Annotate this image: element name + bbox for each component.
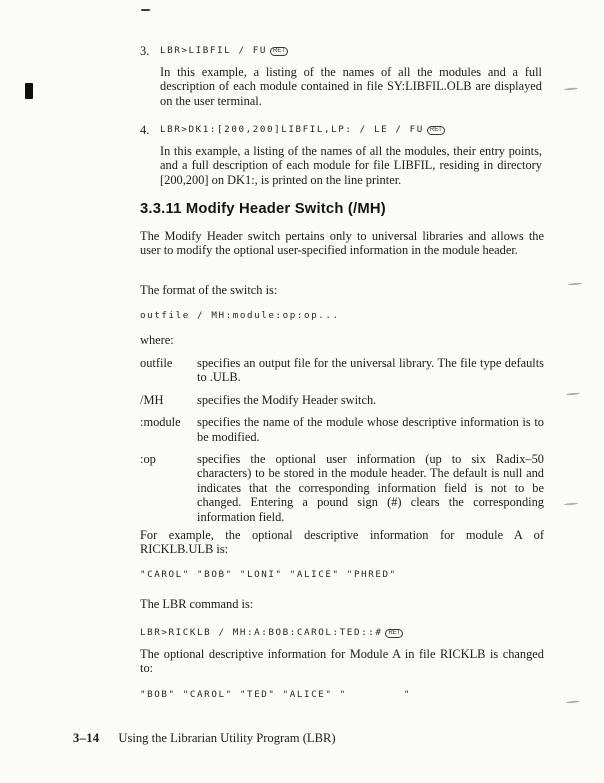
return-key-icon: RET (385, 629, 403, 638)
section-intro-paragraph: The Modify Header switch pertains only to universal libraries and allows the user to modify the optional user-specified information in the module header. (140, 229, 544, 258)
definition-term: :op (140, 452, 156, 467)
page-number: 3–14 (73, 731, 100, 745)
parameter-definition-list (140, 356, 544, 532)
list-number: 3. (140, 44, 150, 58)
definition-term: outfile (140, 356, 173, 370)
descriptive-info-before: "CAROL" "BOB" "LONI" "ALICE" "PHRED" (140, 569, 397, 580)
scan-mark-right-2 (568, 282, 582, 285)
lbr-command-line (140, 622, 544, 640)
command-text: LBR>DK1:[200,200]LIBFIL,LP: / LE / FU (160, 124, 424, 135)
scan-mark-right-4 (564, 502, 578, 505)
command-line (140, 40, 544, 58)
example-intro-paragraph: For example, the optional descriptive information for module A of RICKLB.ULB is: (140, 528, 544, 557)
command-text: LBR>RICKLB / MH:A:BOB:CAROL:TED::# (140, 627, 383, 638)
section-heading: 3.3.11 Modify Header Switch (/MH) (140, 201, 386, 217)
definition-term: :module (140, 415, 181, 430)
list-number: 4. (140, 123, 150, 137)
command-label: The LBR command is: (140, 597, 254, 611)
definition-row (140, 452, 544, 524)
footer-title: Using the Librarian Utility Program (LBR) (118, 731, 336, 745)
scan-mark-right-5 (566, 700, 580, 703)
format-label: The format of the switch is: (140, 283, 278, 297)
scan-mark-right-3 (566, 392, 580, 395)
descriptive-info-after: "BOB" "CAROL" "TED" "ALICE" " " (140, 689, 411, 700)
page-footer (73, 731, 553, 745)
format-syntax: outfile / MH:module:op:op... (140, 310, 340, 321)
definition-description: specifies the Modify Header switch. (197, 392, 377, 407)
where-label: where: (140, 333, 174, 347)
command-text: LBR>LIBFIL / FU (160, 45, 267, 56)
left-margin-change-bar (25, 83, 33, 99)
definition-description: specifies the optional user information (up to six Radix–50 characters) to be stored in the module header. The default is null and indicates that the corresponding information field is not to be changed. Entering a pound sign (#) clears the corresponding information field. (197, 452, 544, 524)
scan-mark-right-1 (564, 87, 578, 90)
example-description: In this example, a listing of the names of all the modules and a full description of each module contained in file SY:LIBFIL.OLB are displayed on the user terminal. (160, 65, 542, 108)
example-description: In this example, a listing of the names of all the modules, their entry points, and a full description of each module for file LIBFIL, residing in directory [200,200] on DK1:, is printed on the line printer. (160, 144, 542, 187)
result-intro-paragraph: The optional descriptive information for Module A in file RICKLB is changed to: (140, 647, 544, 676)
definition-row (140, 393, 544, 407)
command-line (140, 119, 544, 137)
return-key-icon: RET (270, 47, 288, 56)
return-key-icon: RET (427, 126, 445, 135)
scan-mark-top (141, 9, 150, 11)
example-item-3 (140, 40, 544, 108)
example-item-4 (140, 119, 544, 187)
definition-row (140, 356, 544, 385)
definition-row (140, 415, 544, 444)
definition-term: /MH (140, 392, 164, 407)
definition-description: specifies an output file for the universal library. The file type defaults to .ULB. (197, 356, 544, 385)
definition-description: specifies the name of the module whose descriptive information is to be modified. (197, 415, 544, 444)
